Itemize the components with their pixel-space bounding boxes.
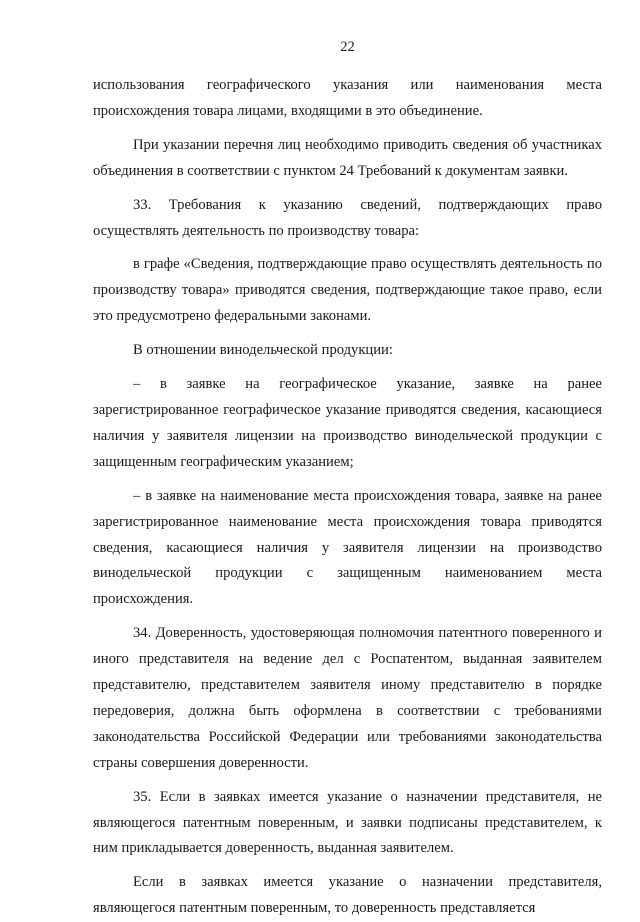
paragraph-patent-attorney: Если в заявках имеется указание о назначении представителя, являющегося патентным поверенным, то доверенность представляется <box>93 874 602 917</box>
paragraph-geographic-indication-license: – в заявке на географическое указание, заявке на ранее зарегистрированное географическое указание приводятся сведения, касающиеся наличия у заявителя лицензии на производство винодельческой продукции с защищенным географическим указанием; <box>93 376 602 470</box>
paragraph-production-right: в графе «Сведения, подтверждающие право осуществлять деятельность по производству товара» приводятся сведения, подтверждающие такое право, если это предусмотрено федеральными законами. <box>93 256 602 325</box>
paragraph-item-35: 35. Если в заявках имеется указание о назначении представителя, не являющегося патентным поверенным, и заявки подписаны представителем, к ним прикладывается доверенность, выданная заявителем. <box>93 788 602 857</box>
paragraph-origin-name-license: – в заявке на наименование места происхождения товара, заявке на ранее зарегистрированное наименование места происхождения товара приводятся сведения, касающиеся наличия у заявителя лицензии на производство винодельческой продукции с защищенным наименованием места происхождения. <box>93 487 602 608</box>
paragraph-item-33: 33. Требования к указанию сведений, подтверждающих право осуществлять деятельность по производству товара: <box>93 196 602 239</box>
paragraph-continuation: использования географического указания или наименования места происхождения товара лицами, входящими в это объединение. <box>93 77 602 119</box>
paragraph-item-34: 34. Доверенность, удостоверяющая полномочия патентного поверенного и иного представителя на ведение дел с Роспатентом, выданная заявителем представителю, представителем заявителя иному представителю в порядке передоверия, должна быть оформлена в соответствии с требованиями законодательства Российской Федерации или требованиями законодательства страны совершения доверенности. <box>93 625 602 771</box>
paragraph-participants-list: При указании перечня лиц необходимо приводить сведения об участниках объединения в соответствии с пунктом 24 Требований к документам заявки. <box>93 136 602 179</box>
page-number: 22 <box>340 39 355 55</box>
paragraph-wine-products: В отношении винодельческой продукции: <box>133 342 393 359</box>
